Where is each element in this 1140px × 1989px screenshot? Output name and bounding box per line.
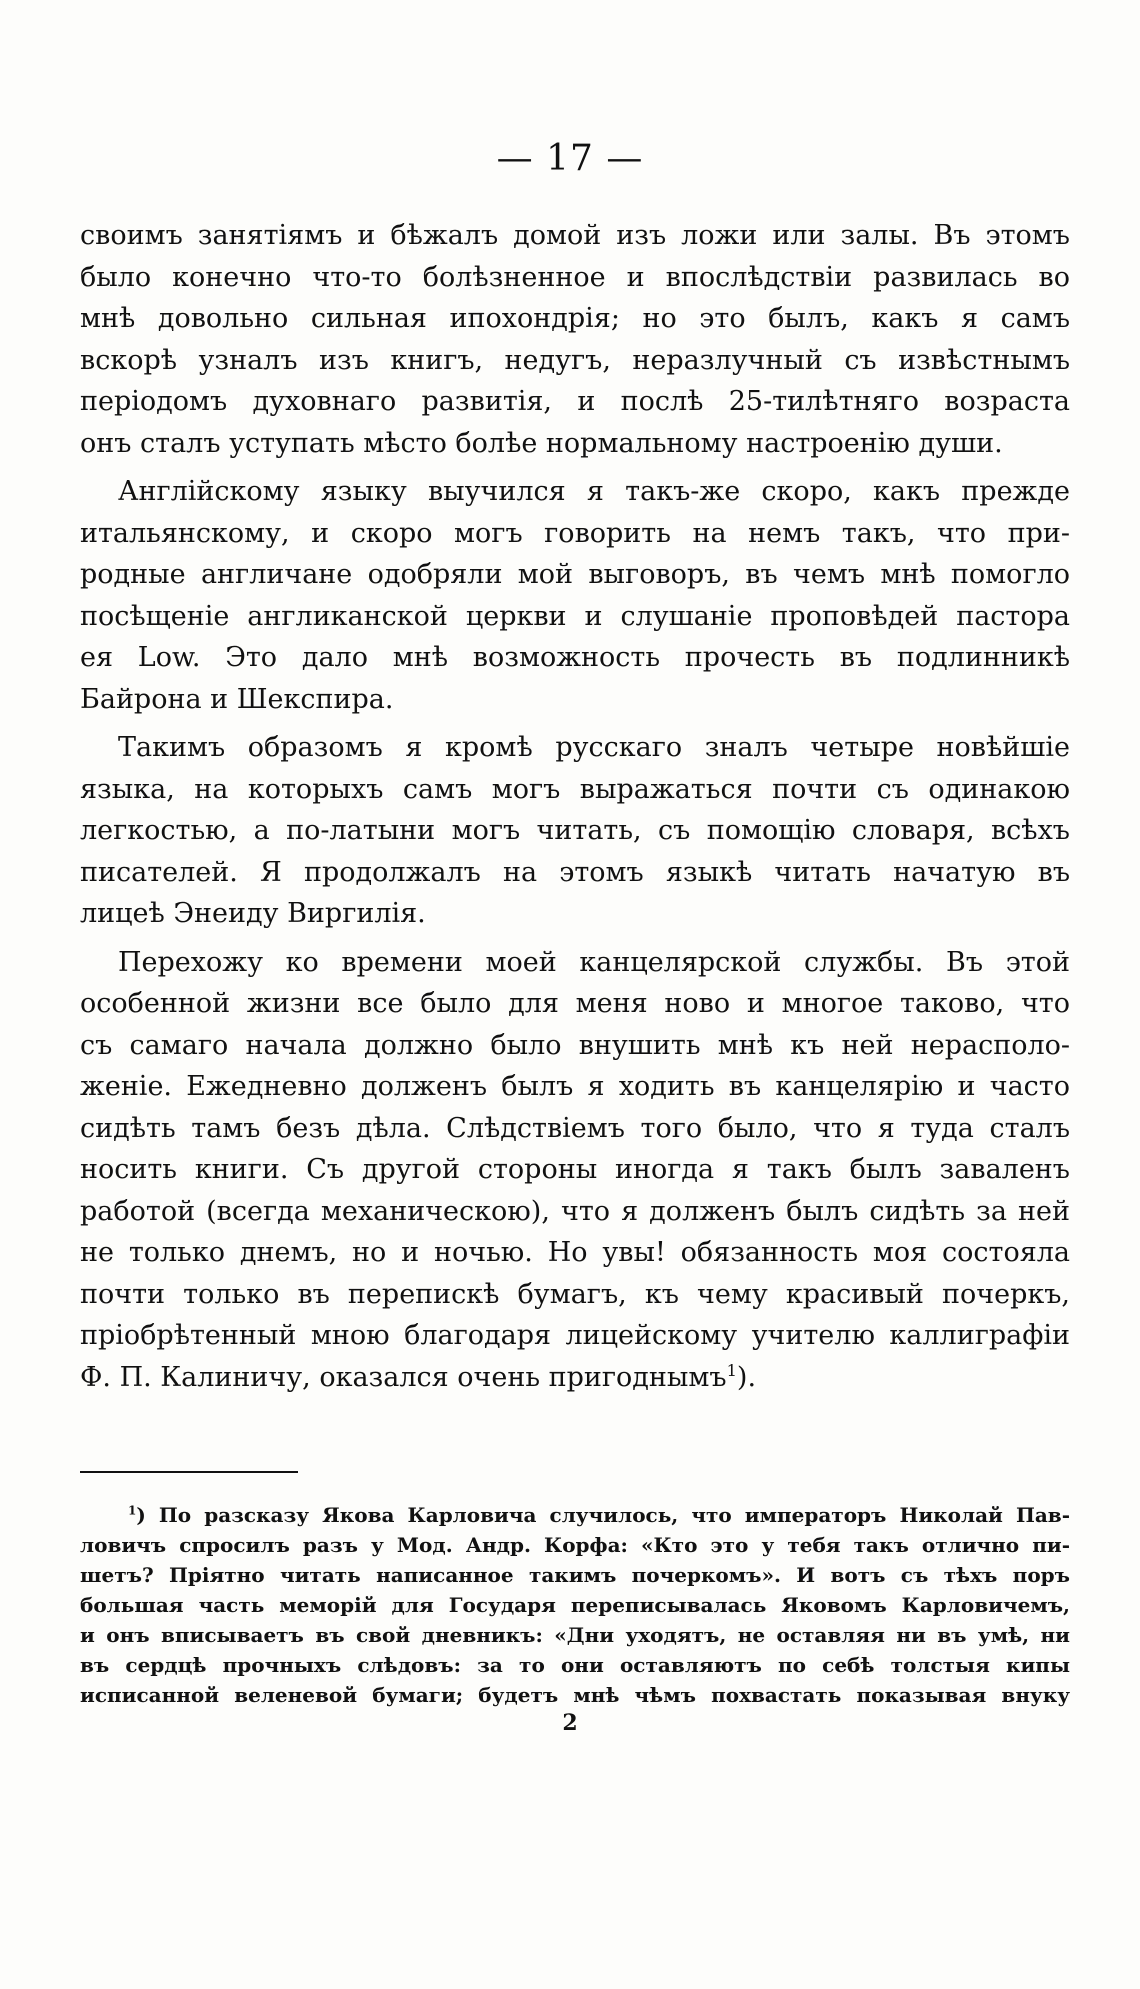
footnote-line <box>80 1500 1070 1530</box>
text-line: Байрона и Шекспира. <box>80 683 394 715</box>
paragraph-3 <box>80 727 1070 935</box>
footnote-reference: 1 <box>726 1360 737 1380</box>
text-line: Перехожу ко времени моей канцелярской службы. Въ этой <box>118 946 1070 978</box>
footnote <box>80 1500 1070 1710</box>
footnote-marker: 1 <box>128 1503 137 1518</box>
paragraph-1 <box>80 215 1070 464</box>
paragraph-4 <box>80 942 1070 1399</box>
text-line: съ самаго начала должно было внушить мнѣ къ ней нерасполо- <box>80 1029 1070 1061</box>
text-line: сидѣть тамъ безъ дѣла. Слѣдствіемъ того было, что я туда сталъ <box>80 1112 1070 1144</box>
text-line: родные англичане одобряли мой выговоръ, въ чемъ мнѣ помогло <box>80 559 1070 590</box>
text-line: пріобрѣтенный мною благодаря лицейскому учителю каллиграфіи <box>80 1320 1070 1351</box>
text-line: Англійскому языку выучился я такъ-же скоро, какъ прежде <box>118 476 1070 507</box>
text-line: своимъ занятіямъ и бѣжалъ домой изъ ложи или залы. Въ этомъ <box>80 220 1070 251</box>
text-line: Такимъ образомъ я кромѣ русскаго зналъ четыре новѣйшіе <box>118 732 1070 763</box>
text-line: посѣщеніе англиканской церкви и слушаніе проповѣдей пастора <box>80 600 1070 632</box>
text-line: лицеѣ Энеиду Виргилія. <box>80 898 426 929</box>
text-line: итальянскому, и скоро могъ говорить на немъ такъ, что при- <box>80 517 1070 549</box>
text-line: писателей. Я продолжалъ на этомъ языкѣ читать начатую въ <box>80 856 1070 888</box>
footnote-line: исписанной веленевой бумаги; будетъ мнѣ чѣмъ похвастать показывая внуку <box>80 1683 1070 1707</box>
text-line: ея Low. Это дало мнѣ возможность прочесть въ подлинникѣ <box>80 642 1070 673</box>
main-text <box>80 215 1070 1398</box>
text-line: почти только въ перепискѣ бумагъ, къ чему красивый почеркъ, <box>80 1278 1070 1310</box>
text-line: носить книги. Съ другой стороны иногда я такъ былъ заваленъ <box>80 1154 1070 1185</box>
footnote-line: шетъ? Пріятно читать написанное такимъ почеркомъ». И вотъ съ тѣхъ поръ <box>80 1563 1070 1587</box>
footnote-divider <box>80 1471 298 1473</box>
text-line: особенной жизни все было для меня ново и многое таково, что <box>80 988 1070 1019</box>
text-span: Ф. П. Калиничу, оказался очень пригоднымъ <box>80 1361 727 1393</box>
paragraph-2 <box>80 471 1070 720</box>
text-line: онъ сталъ уступать мѣсто болѣе нормальному настроенію души. <box>80 427 1003 459</box>
text-line: періодомъ духовнаго развитія, и послѣ 25-тилѣтняго возраста <box>80 386 1070 417</box>
footnote-line: большая часть меморій для Государя переписывалась Яковомъ Карловичемъ, <box>80 1593 1070 1617</box>
footnote-line: и онъ вписываетъ въ свой дневникъ: «Дни уходятъ, не оставляя ни въ умѣ, ни <box>80 1623 1070 1647</box>
text-line: языка, на которыхъ самъ могъ выражаться почти съ одинакою <box>80 773 1070 805</box>
text-line: было конечно что-то болѣзненное и впослѣдствіи развилась во <box>80 261 1070 293</box>
text-span: ) По разсказу Якова Карловича случилось, что императоръ Николай Пав- <box>136 1503 1070 1527</box>
footnote-line: въ сердцѣ прочныхъ слѣдовъ: за то они оставляютъ по себѣ толстыя кипы <box>80 1653 1070 1677</box>
text-line: женіе. Ежедневно долженъ былъ я ходить въ канцелярію и часто <box>80 1071 1070 1102</box>
text-span: ). <box>736 1361 757 1393</box>
text-line: легкостью, а по-латыни могъ читать, съ помощію словаря, всѣхъ <box>80 815 1070 846</box>
page-number: — 17 — <box>496 138 644 179</box>
text-line: вскорѣ узналъ изъ книгъ, недугъ, неразлучный съ извѣстнымъ <box>80 344 1070 376</box>
text-line: работой (всегда механическою), что я долженъ былъ сидѣть за ней <box>80 1195 1070 1227</box>
text-line: мнѣ довольно сильная ипохондрія; но это былъ, какъ я самъ <box>80 303 1070 334</box>
signature-mark: 2 <box>562 1710 578 1736</box>
text-line <box>80 1357 1070 1399</box>
footnote-line: ловичъ спросилъ разъ у Мод. Андр. Корфа: «Кто это у тебя такъ отлично пи- <box>80 1533 1070 1557</box>
text-line: не только днемъ, но и ночью. Но увы! обязанность моя состояла <box>80 1237 1070 1268</box>
